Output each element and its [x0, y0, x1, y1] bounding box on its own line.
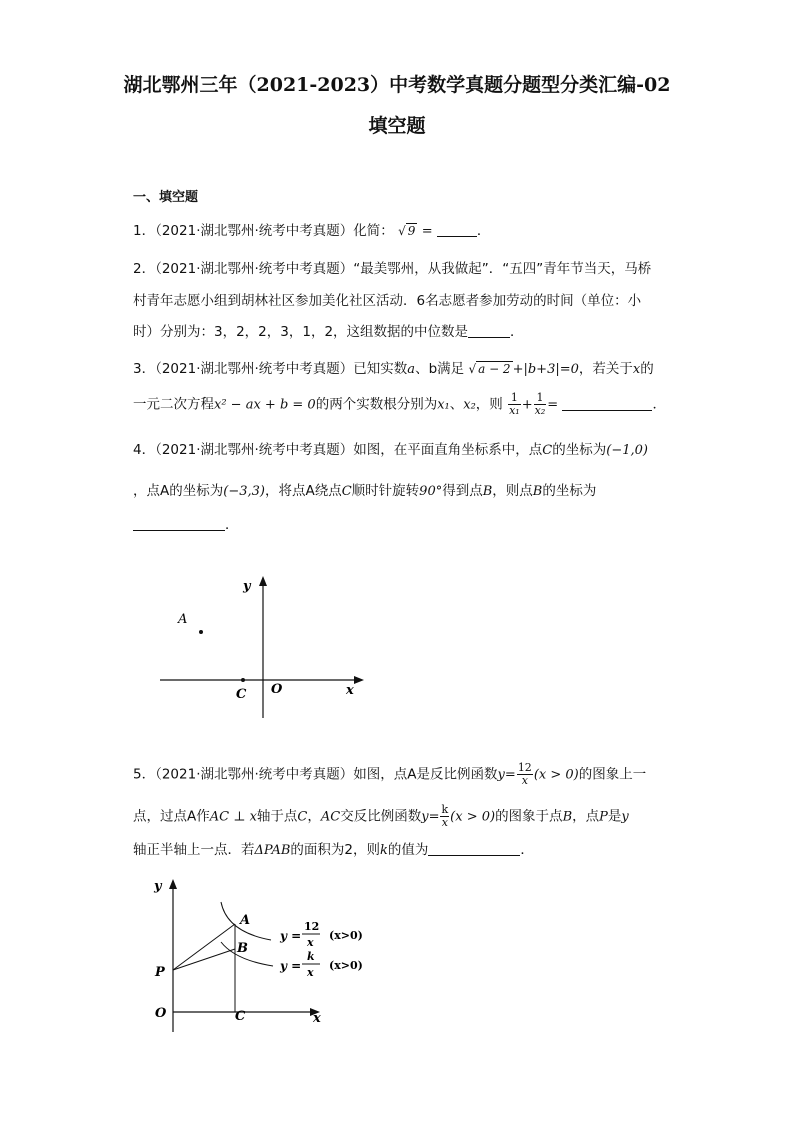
question-4-line1: 4．（2021·湖北鄂州·统考中考真题）如图，在平面直角坐标系中，点C的坐标为(−1,0)	[133, 442, 648, 458]
q4-label-c: C	[236, 687, 247, 702]
q5-label-o: O	[155, 1006, 167, 1021]
q3-answer-blank[interactable]	[562, 397, 652, 411]
question-4-line2: ，点A的坐标为(−3,3)，将点A绕点C顺时针旋转90°得到点B，则点B的坐标为	[133, 483, 597, 499]
question-3-line2: 一元二次方程x² − ax + b = 0的两个实数根分别为x₁、x₂，则 $\frac{1}{\text{x₁}}$ + $\frac{1}{\text{x₂}}$ = ．	[133, 391, 666, 417]
q4-label-x: x	[346, 683, 354, 698]
q5-segment-pb	[173, 949, 235, 970]
q5-label-x: x	[313, 1011, 321, 1026]
q4-x-arrow	[354, 676, 364, 684]
q3-fraction-1: $\frac{1}{\text{x₁}}$	[509, 391, 520, 417]
q4-point-c	[241, 678, 245, 682]
q1-answer-blank[interactable]	[437, 223, 477, 237]
q4-point-a	[199, 630, 203, 634]
q5-label-b: B	[237, 941, 248, 956]
question-5-line1: 5．（2021·湖北鄂州·统考中考真题）如图，点A是反比例函数y= $\frac{12}{x}$ (x > 0)的图象上一	[133, 761, 647, 787]
q2-source: （2021·湖北鄂州·统考中考真题）	[155, 261, 354, 277]
q4-label-y: y	[243, 579, 251, 594]
q5-label-p: P	[155, 965, 165, 980]
q4-label-o: O	[271, 682, 283, 697]
question-2-line1: 2．（2021·湖北鄂州·统考中考真题）“最美鄂州，从我做起”．“五四”青年节当天，马桥	[133, 261, 652, 277]
q5-curve1-label-y: y =	[280, 929, 302, 943]
document-title-line2: 填空题	[368, 115, 426, 137]
question-5-line2: 点，过点A作AC ⊥ x轴于点C，AC交反比例函数y= $\frac{k}{x}$ (x > 0)的图象于点B，点P是y	[133, 803, 629, 829]
q2-answer-blank[interactable]	[468, 324, 510, 338]
q4-source: （2021·湖北鄂州·统考中考真题）	[155, 442, 354, 458]
q5-curve2-label-den: x	[307, 966, 314, 979]
q3-source: （2021·湖北鄂州·统考中考真题）	[155, 361, 354, 377]
question-2-line3: 时）分别为：3，2，2，3，1，2，这组数据的中位数是 ．	[133, 324, 524, 340]
q1-number: 1．	[133, 223, 156, 239]
q5-answer-blank[interactable]	[428, 842, 520, 856]
q1-text: 化简：	[353, 223, 394, 239]
q3-sqrt-condition: √ a − 2	[468, 362, 511, 376]
q1-sqrt: √ 9	[398, 224, 416, 238]
q5-curve2-label-num: k	[307, 950, 315, 963]
q5-curve2-label-cond: (x>0)	[329, 959, 363, 972]
question-5-line3: 轴正半轴上一点．若ΔPAB的面积为2，则k的值为 ．	[133, 842, 534, 858]
question-4-line3: ．	[133, 513, 239, 533]
q5-fraction-12x: $\frac{12}{x}$	[517, 761, 532, 787]
question-1: 1．（2021·湖北鄂州·统考中考真题）化简： √ 9 = ．	[133, 223, 491, 239]
q5-function-figure	[145, 872, 385, 1032]
q5-source: （2021·湖北鄂州·统考中考真题）	[155, 766, 354, 783]
q5-curve1-label-cond: (x>0)	[329, 929, 363, 942]
q3-fraction-2: $\frac{1}{\text{x₂}}$	[534, 391, 546, 417]
q5-y-arrow	[169, 879, 177, 889]
q1-source: （2021·湖北鄂州·统考中考真题）	[155, 223, 354, 239]
q4-y-arrow	[259, 576, 267, 586]
q5-label-a: A	[240, 913, 251, 928]
q4-answer-blank[interactable]	[133, 517, 225, 531]
q5-curve1-label-num: 12	[304, 920, 320, 933]
q4-label-a: A	[178, 612, 188, 627]
q5-label-c: C	[235, 1009, 246, 1024]
q5-curve1-label-den: x	[307, 936, 314, 949]
question-2-line2: 村青年志愿小组到胡林社区参加美化社区活动．6名志愿者参加劳动的时间（单位：小	[133, 293, 642, 309]
q1-equals: =	[421, 224, 433, 239]
q5-fraction-kx: $\frac{k}{x}$	[441, 803, 449, 829]
q4-coordinate-figure	[150, 570, 380, 725]
document-title-line1: 湖北鄂州三年（2021-2023）中考数学真题分题型分类汇编-02	[123, 74, 671, 96]
q5-label-y: y	[154, 879, 162, 894]
section-heading: 一、填空题	[133, 190, 199, 205]
question-3-line1: 3．（2021·湖北鄂州·统考中考真题）已知实数a、b满足 √ a − 2 +|b+3|=0，若关于x的	[133, 361, 654, 377]
q5-curve2-label-y: y =	[280, 959, 302, 973]
